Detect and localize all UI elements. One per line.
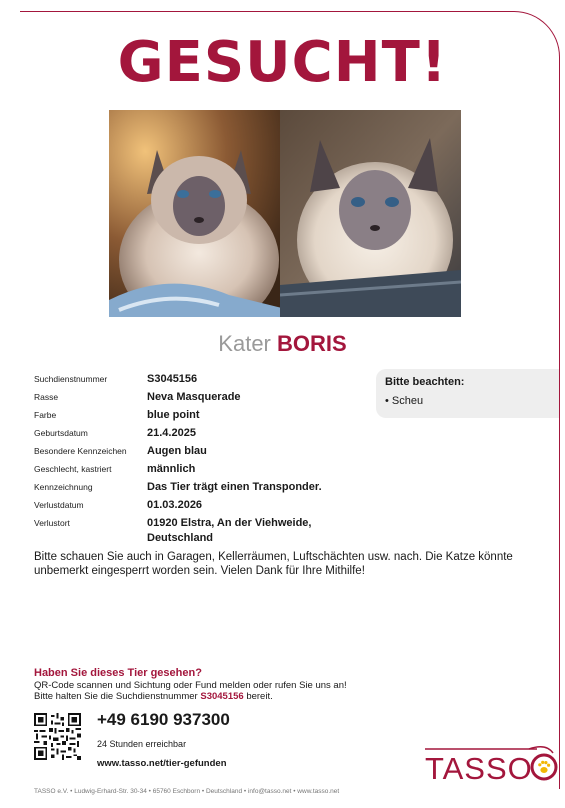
pet-prefix: Kater	[218, 331, 271, 356]
detail-row-loss-date	[34, 498, 364, 513]
footer-address: TASSO e.V. • Ludwig-Erhard-Str. 30-34 • 65760 Eschborn • Deutschland • info@tasso.net • www.tasso.net	[34, 788, 340, 795]
detail-value: männlich	[147, 463, 196, 475]
detail-value: S3045156	[147, 373, 198, 385]
detail-value	[147, 516, 364, 546]
detail-value-line: 01920 Elstra, An der Viehweide,	[147, 517, 312, 529]
description-line: unbemerkt eingesperrt worden sein. Vielen Dank für Ihre Mithilfe!	[34, 565, 365, 577]
detail-label: Farbe	[34, 410, 57, 420]
detail-value: Neva Masquerade	[147, 391, 241, 403]
detail-row-identification	[34, 480, 364, 495]
detail-row-features	[34, 444, 364, 459]
sighting-line: QR-Code scannen und Sichtung oder Fund melden oder rufen Sie uns an!	[34, 680, 347, 691]
phone-number[interactable]: +49 6190 937300	[97, 710, 230, 729]
cat-photo-left	[109, 110, 290, 317]
detail-label: Besondere Kennzeichen	[34, 446, 127, 456]
logo-text: TASSO	[425, 751, 533, 785]
cat-photo-right	[280, 110, 461, 317]
detail-value: 21.4.2025	[147, 427, 196, 439]
notice-box	[376, 369, 559, 418]
tasso-logo	[425, 743, 560, 785]
detail-value: 01.03.2026	[147, 499, 203, 511]
detail-row-color	[34, 408, 364, 423]
description	[34, 550, 534, 578]
detail-label: Verlustdatum	[34, 500, 84, 510]
sighting-text: Bitte halten Sie die Suchdienstnummer	[34, 691, 198, 702]
sighting-section	[34, 667, 434, 702]
detail-value: blue point	[147, 409, 200, 421]
detail-row-birthdate	[34, 426, 364, 441]
detail-label: Kennzeichnung	[34, 482, 93, 492]
detail-value: Das Tier trägt einen Transponder.	[147, 481, 322, 493]
detail-row-sex	[34, 462, 364, 477]
detail-value: Augen blau	[147, 445, 207, 457]
detail-row-loss-location	[34, 516, 364, 546]
notice-item: • Scheu	[385, 395, 424, 407]
details-table	[34, 372, 364, 549]
detail-row-breed	[34, 390, 364, 405]
detail-label: Geburtsdatum	[34, 428, 88, 438]
hotline-hours: 24 Stunden erreichbar	[97, 739, 187, 749]
found-pet-link[interactable]: www.tasso.net/tier-gefunden	[97, 758, 227, 769]
sighting-search-number: S3045156	[200, 691, 244, 702]
detail-label: Verlustort	[34, 518, 70, 528]
headline: GESUCHT!	[117, 30, 448, 95]
contact-block	[97, 710, 230, 769]
detail-label: Rasse	[34, 392, 59, 402]
sighting-title: Haben Sie dieses Tier gesehen?	[34, 667, 202, 679]
pet-name-value: BORIS	[277, 331, 347, 356]
sighting-text: bereit.	[246, 691, 273, 702]
detail-label: Geschlecht, kastriert	[34, 464, 112, 474]
detail-row-search-number	[34, 372, 364, 387]
notice-title: Bitte beachten:	[385, 376, 465, 388]
pet-name	[0, 331, 565, 357]
description-line: Bitte schauen Sie auch in Garagen, Kellerräumen, Luftschächten usw. nach. Die Katze könnte	[34, 551, 513, 563]
detail-value-line: Deutschland	[147, 532, 214, 544]
sighting-line	[34, 691, 434, 702]
qr-code[interactable]	[34, 713, 81, 760]
detail-label: Suchdienstnummer	[34, 374, 108, 384]
paw-icon	[532, 755, 556, 779]
